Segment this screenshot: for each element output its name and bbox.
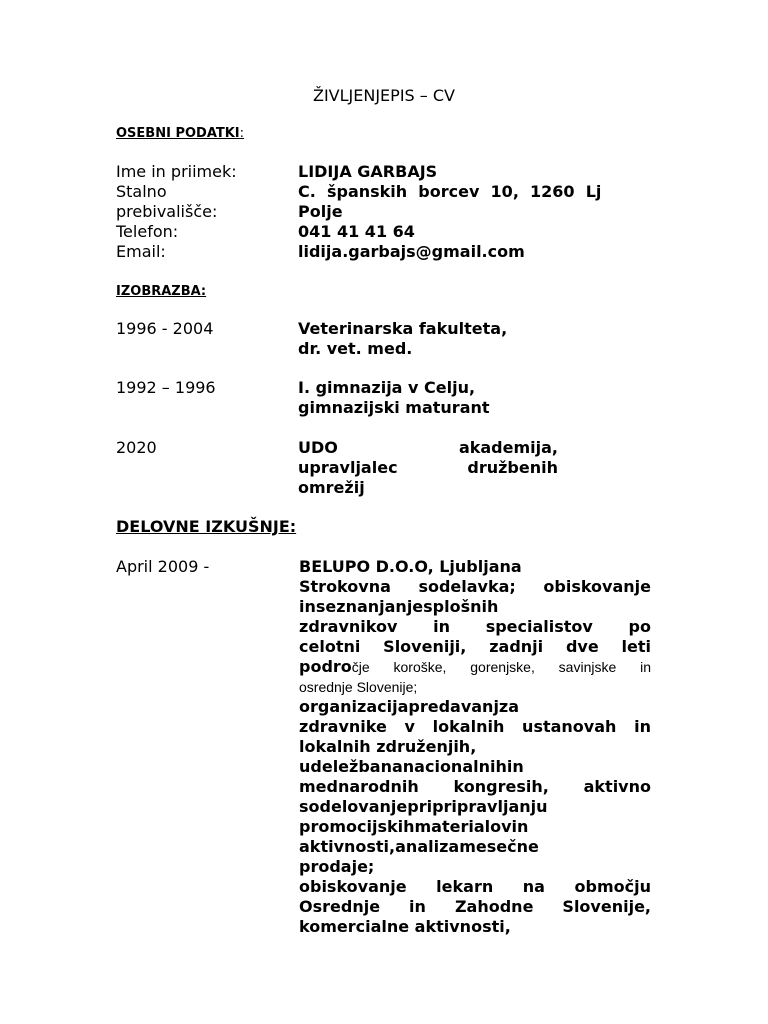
- work-line-8: [299, 697, 651, 717]
- education-entry-2-line2: gimnazijski maturant: [298, 398, 490, 417]
- education-entry-3-line2-a: upravljalec: [298, 458, 398, 477]
- work-line-11-word: nacionalnih: [402, 757, 507, 776]
- work-line-8-word: organizacija: [299, 697, 409, 716]
- work-line-9: zdravnike v lokalnih ustanovah in: [299, 717, 651, 736]
- education-entry-3-line2-b: družbenih: [467, 458, 558, 477]
- work-line-15-word: aktivnosti,: [299, 837, 396, 856]
- education-entry-2-line1: I. gimnazija v Celju,: [298, 378, 476, 397]
- section-heading-education: IZOBRAZBA:: [116, 284, 207, 299]
- work-line-3-word: splošnih: [423, 597, 499, 616]
- work-line-12: mednarodnih kongresih, aktivno: [299, 777, 651, 796]
- work-line-18: Osrednje in Zahodne Slovenije,: [299, 897, 651, 916]
- work-line-14: [299, 817, 651, 837]
- section-heading-personal-text: OSEBNI PODATKI: [116, 126, 240, 141]
- work-line-16: prodaje;: [299, 857, 375, 876]
- education-entry-3-line2: [298, 458, 558, 478]
- address-value-line2: Polje: [298, 202, 343, 221]
- work-description: [299, 557, 651, 937]
- work-line-14-word: materialov: [414, 817, 512, 836]
- phone-value: 041 41 41 64: [298, 222, 415, 241]
- address-label-line1: Stalno: [116, 182, 167, 201]
- work-line-11-word: udeležba: [299, 757, 381, 776]
- work-line-13: [299, 797, 651, 817]
- education-entry-1-line2: dr. vet. med.: [298, 339, 413, 358]
- work-line-15: [299, 837, 651, 857]
- work-line-4: zdravnikov in specialistov po: [299, 617, 651, 636]
- work-line-6: [299, 657, 651, 677]
- work-line-1: BELUPO D.O.O, Ljubljana: [299, 557, 522, 576]
- education-entry-3-line1: [298, 438, 558, 458]
- education-entry-3-line3: omrežij: [298, 478, 365, 497]
- education-entry-1-line1: Veterinarska fakulteta,: [298, 319, 508, 338]
- work-line-17: obiskovanje lekarn na območju: [299, 877, 651, 896]
- email-label: Email:: [116, 242, 166, 261]
- work-line-13-word: pripravljanju: [432, 797, 548, 816]
- work-line-6-rest: čje koroške, gorenjske, savinjske in: [351, 659, 651, 675]
- section-heading-personal-colon: :: [239, 126, 245, 141]
- work-line-14-word: in: [511, 817, 529, 836]
- work-period: April 2009 -: [116, 557, 210, 576]
- work-line-8-word: za: [498, 697, 520, 716]
- phone-label: Telefon:: [116, 222, 179, 241]
- work-line-2: Strokovna sodelavka; obiskovanje: [299, 577, 651, 596]
- work-line-10: lokalnih združenjih,: [299, 737, 477, 756]
- email-value: lidija.garbajs@gmail.com: [298, 242, 525, 261]
- work-line-11: [299, 757, 651, 777]
- work-line-8-word: predavanj: [408, 697, 499, 716]
- education-entry-3-line1-b: akademija,: [458, 438, 558, 457]
- education-period-2: 1992 – 1996: [116, 378, 216, 397]
- work-line-13-word: pri: [407, 797, 433, 816]
- work-line-3: [299, 597, 651, 617]
- name-label: Ime in priimek:: [116, 162, 237, 181]
- document-title: ŽIVLJENJEPIS – CV: [313, 86, 455, 105]
- work-line-11-word: in: [506, 757, 524, 776]
- work-line-11-word: na: [380, 757, 403, 776]
- education-period-3: 2020: [116, 438, 157, 457]
- work-line-13-word: sodelovanje: [299, 797, 408, 816]
- education-entry-3-line1-a: UDO: [298, 438, 338, 457]
- work-line-14-word: promocijskih: [299, 817, 415, 836]
- work-line-15-word: analiza: [395, 837, 460, 856]
- address-value-line1: C. španskih borcev 10, 1260 Lj: [298, 182, 602, 201]
- section-heading-work: DELOVNE IZKUŠNJE:: [116, 517, 297, 536]
- section-heading-personal: [116, 126, 244, 142]
- work-line-7: osrednje Slovenije;: [299, 679, 418, 695]
- work-line-19: komercialne aktivnosti,: [299, 917, 511, 936]
- work-line-3-word: in: [299, 597, 316, 616]
- name-value: LIDIJA GARBAJS: [298, 162, 438, 181]
- work-line-5: celotni Sloveniji, zadnji dve leti: [299, 637, 651, 656]
- education-period-1: 1996 - 2004: [116, 319, 214, 338]
- work-line-15-word: mesečne: [459, 837, 539, 856]
- work-line-3-word: seznanjanje: [315, 597, 424, 616]
- work-line-6-bold: podro: [299, 657, 352, 676]
- address-label-line2: prebivališče:: [116, 202, 218, 221]
